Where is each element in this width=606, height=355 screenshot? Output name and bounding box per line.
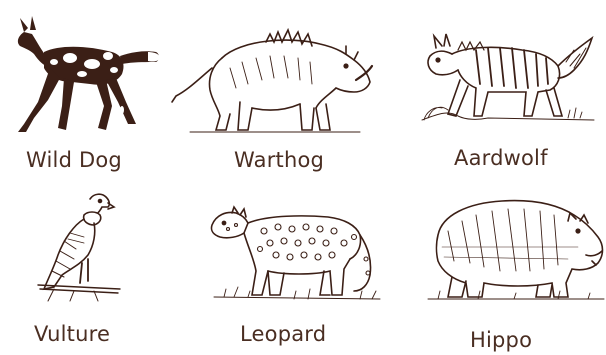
animal-label-vulture: Vulture xyxy=(34,322,111,346)
animal-label-hippo: Hippo xyxy=(470,328,533,352)
wild-dog-icon xyxy=(10,6,160,136)
hippo-icon xyxy=(418,191,606,309)
animal-label-warthog: Warthog xyxy=(234,148,325,172)
animal-card-hippo xyxy=(410,185,606,355)
animal-card-warthog xyxy=(170,0,390,180)
animal-label-aardwolf: Aardwolf xyxy=(454,146,548,170)
animal-card-leopard xyxy=(200,185,400,355)
animal-card-aardwolf xyxy=(410,0,606,180)
aardwolf-icon xyxy=(418,20,598,138)
animal-label-wild-dog: Wild Dog xyxy=(26,148,122,172)
animal-label-leopard: Leopard xyxy=(240,322,327,346)
animal-card-vulture xyxy=(0,185,200,355)
leopard-icon xyxy=(204,203,384,309)
vulture-icon xyxy=(34,189,124,304)
warthog-icon xyxy=(170,18,380,138)
